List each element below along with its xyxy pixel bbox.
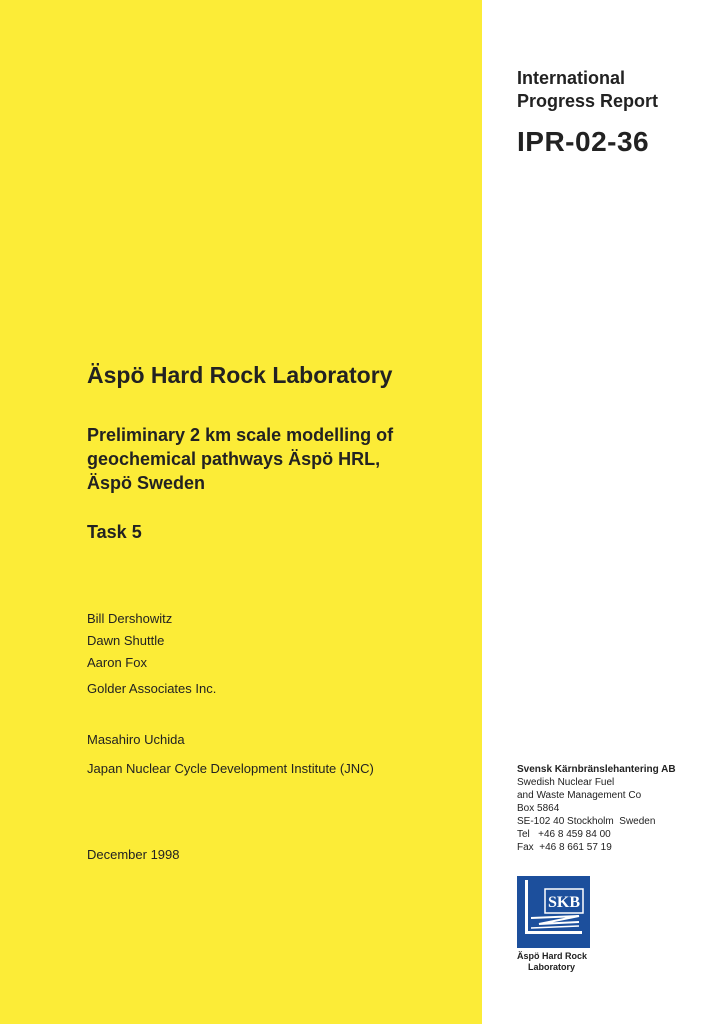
publisher-line: Fax +46 8 661 57 19 <box>517 842 612 853</box>
lab-title: Äspö Hard Rock Laboratory <box>87 362 393 388</box>
report-title <box>87 423 457 495</box>
series-line-2: Progress Report <box>517 91 659 111</box>
author-name: Dawn Shuttle <box>87 633 165 648</box>
report-title-line-1: Preliminary 2 km scale modelling of <box>87 425 394 445</box>
author-name: Masahiro Uchida <box>87 732 185 747</box>
report-number: IPR-02-36 <box>517 126 650 157</box>
publisher-line: SE-102 40 Stockholm Sweden <box>517 816 656 827</box>
publisher-line: Box 5864 <box>517 803 560 814</box>
task-label: Task 5 <box>87 522 142 542</box>
logo-caption-line-1: Äspö Hard Rock <box>517 951 588 961</box>
author-name: Aaron Fox <box>87 655 147 670</box>
series-line-1: International <box>517 68 626 88</box>
author-organization: Golder Associates Inc. <box>87 681 217 696</box>
publisher-name: Svensk Kärnbränslehantering AB <box>517 764 676 775</box>
publisher-line: Tel +46 8 459 84 00 <box>517 829 611 840</box>
publisher-line: and Waste Management Co <box>517 790 642 801</box>
logo-caption <box>517 951 587 973</box>
logo-text: SKB <box>547 894 581 911</box>
series-label <box>517 67 658 113</box>
author-list <box>87 608 172 674</box>
publisher-address <box>517 763 676 854</box>
skb-logo-icon <box>517 876 590 948</box>
publisher-line: Swedish Nuclear Fuel <box>517 777 615 788</box>
report-date: December 1998 <box>87 847 180 862</box>
author-name: Bill Dershowitz <box>87 611 173 626</box>
logo-caption-line-2: Laboratory <box>528 962 576 972</box>
report-title-line-2: geochemical pathways Äspö HRL, <box>87 449 381 469</box>
report-title-line-3: Äspö Sweden <box>87 473 206 493</box>
author-organization: Japan Nuclear Cycle Development Institute (JNC) <box>87 761 374 776</box>
